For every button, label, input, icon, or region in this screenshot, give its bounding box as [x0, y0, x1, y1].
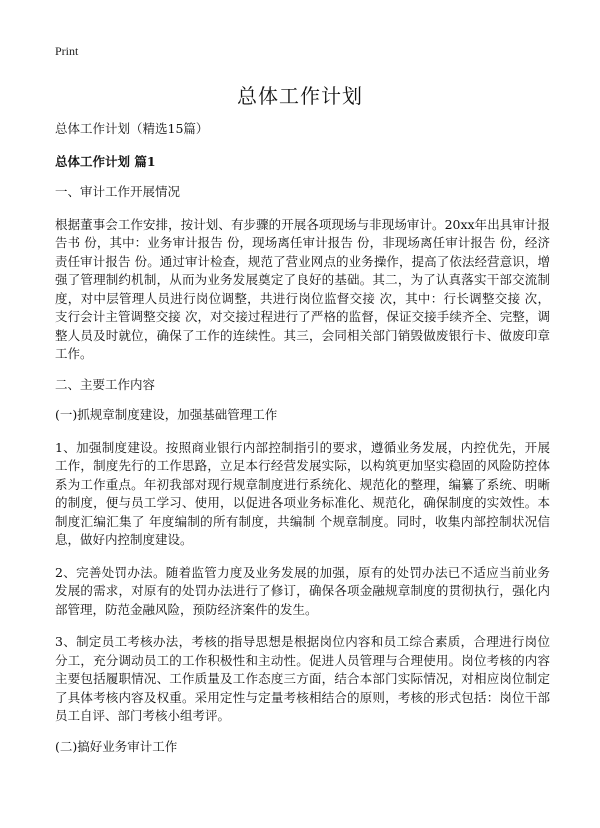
section-heading-audit: 一、审计工作开展情况 [55, 184, 181, 199]
document-subtitle: 总体工作计划（精选15篇） [55, 121, 209, 136]
subsection-heading-business-audit: (二)搞好业务审计工作 [55, 738, 178, 754]
paragraph-item-1: 1、加强制度建设。按照商业银行内部控制指引的要求，遵循业务发展，内控优先，开展工作，制度先行的工作思路，立足本行经营发展实际，以构筑更加坚实稳固的风险防控体系为工作重点。年初我部对现行规章制度进行系统化、规范化的整理，编纂了系统、明晰的制度，便与员工学习、使用，以促进各项业务标准化、规范化，确保制度的实效性。本制度汇编汇集了 年度编制的所有制度，共编制 个规章制度。同时，收集内部控制状况信息，做好内控制度建设。 [55, 439, 550, 547]
section-heading-main-work: 二、主要工作内容 [55, 376, 156, 392]
subsection-heading-rules: (一)抓规章制度建设，加强基础管理工作 [55, 407, 278, 422]
paragraph-audit-work: 根据董事会工作安排，按计划、有步骤的开展各项现场与非现场审计。20xx年出具审计报告书 份，其中：业务审计报告 份，现场离任审计报告 份，非现场离任审计报告 份，经济责任审计报告 份。通过审计检查，规范了营业网点的业务操作，提高了依法经营意识，增强了管理制约机制，从而为业务发展奠定了良好的基础。其二，为了认真落实干部交流制度，对中层管理人员进行岗位调整，共进行岗位监督交接 次，其中：行长调整交接 次，支行会计主管调整交接 次，对交接过程进行了严格的监督，保证交接手续齐全、完整，调整人员及时就位，确保了工作的连续性。其三，会同相关部门销毁做废银行卡、做废印章工作。 [55, 216, 550, 361]
paragraph-item-2: 2、完善处罚办法。随着监管力度及业务发展的加强，原有的处罚办法已不适应当前业务发展的需求，对原有的处罚办法进行了修订，确保各项金融规章制度的贯彻执行，强化内部管理，防范金融风险，预防经济案件的发生。 [55, 564, 550, 617]
page-title: 总体工作计划 [237, 84, 363, 108]
document-body [55, 120, 550, 756]
chapter-heading: 总体工作计划 篇1 [55, 153, 156, 169]
print-link[interactable]: Print [55, 44, 79, 58]
paragraph-item-3: 3、制定员工考核办法，考核的指导思想是根据岗位内容和员工综合素质，合理进行岗位分工，充分调动员工的工作积极性和主动性。促进人员管理与合理使用。岗位考核的内容主要包括履职情况、工作质量及工作态度三方面，结合本部门实际情况，对相应岗位制定了具体考核内容及权重。采用定性与定量考核相结合的原则，考核的形式包括：岗位干部员工自评、部门考核小组考评。 [55, 634, 550, 723]
